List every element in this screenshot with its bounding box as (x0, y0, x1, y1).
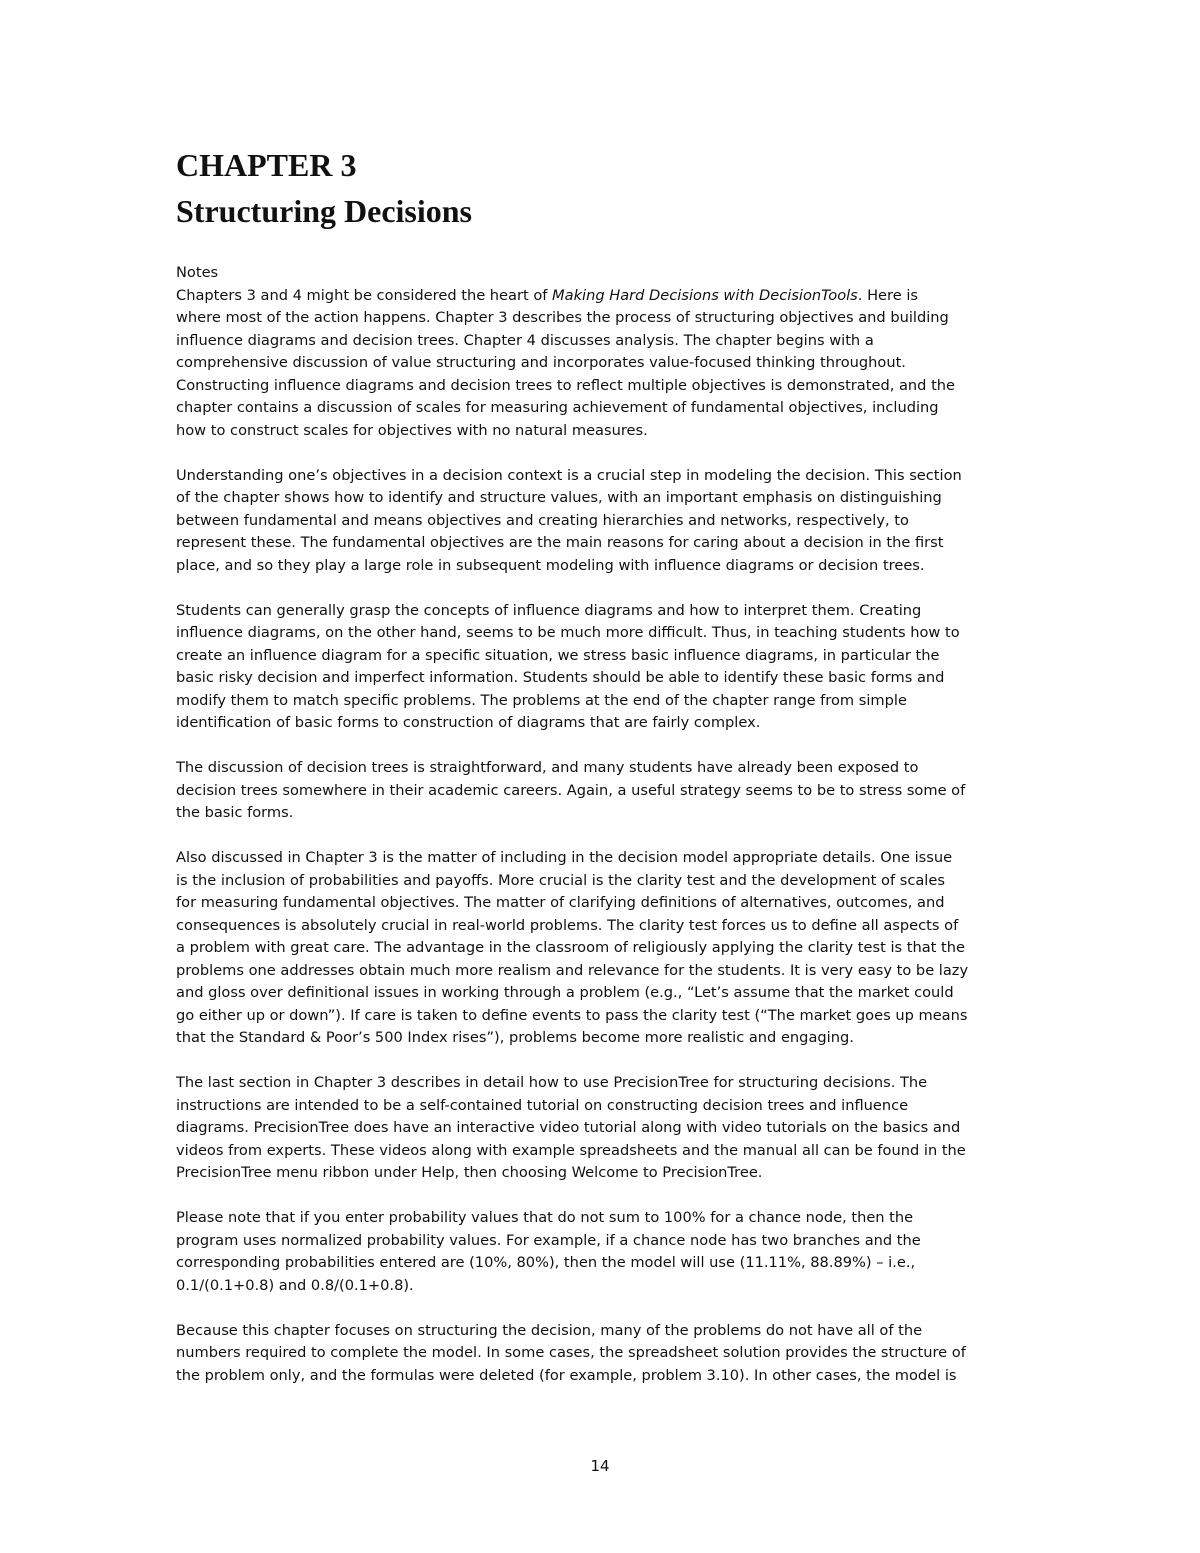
chapter-heading (176, 142, 472, 234)
text-line: diagrams. PrecisionTree does have an interactive video tutorial along with video tutorials on the basics and (176, 1119, 961, 1136)
chapter-title: Structuring Decisions (176, 193, 472, 229)
text-line: how to construct scales for objectives with no natural measures. (176, 421, 648, 439)
paragraph (176, 1072, 1036, 1185)
text-line: place, and so they play a large role in subsequent modeling with influence diagrams or decision trees. (176, 556, 925, 574)
chapter-number: CHAPTER 3 (176, 147, 357, 183)
paragraph-gap (176, 1050, 1036, 1073)
text-line: 0.1/(0.1+0.8) and 0.8/(0.1+0.8). (176, 1276, 414, 1294)
text-line: basic risky decision and imperfect information. Students should be able to identify these basic forms and (176, 669, 945, 686)
text-line: between fundamental and means objectives and creating hierarchies and networks, respectively, to (176, 511, 909, 529)
text-line: The discussion of decision trees is straightforward, and many students have already been exposed to (176, 759, 919, 776)
text-line: influence diagrams, on the other hand, seems to be much more difficult. Thus, in teaching students how to (176, 624, 960, 641)
paragraph-gap (176, 1185, 1036, 1208)
page-number: 14 (590, 1457, 610, 1475)
text-line: create an influence diagram for a specific situation, we stress basic influence diagrams, in particular the (176, 646, 940, 664)
text-segment: . Here is (857, 286, 918, 304)
paragraph-gap (176, 825, 1036, 848)
text-line: corresponding probabilities entered are (10%, 80%), then the model will use (11.11%, 88.89%) – i.e., (176, 1254, 916, 1271)
book-title-italic: Making Hard Decisions with DecisionTools (552, 286, 858, 304)
text-line: PrecisionTree menu ribbon under Help, then choosing Welcome to PrecisionTree. (176, 1164, 763, 1181)
text-line: influence diagrams and decision trees. Chapter 4 discusses analysis. The chapter begins with a (176, 331, 874, 349)
text-line: the problem only, and the formulas were deleted (for example, problem 3.10). In other cases, the model is (176, 1366, 957, 1384)
paragraph (176, 465, 1036, 578)
paragraph-list (176, 285, 1036, 1388)
paragraph (176, 847, 1036, 1050)
text-line: is the inclusion of probabilities and payoffs. More crucial is the clarity test and the development of scales (176, 871, 945, 889)
text-line: the basic forms. (176, 804, 294, 821)
text-line: consequences is absolutely crucial in real-world problems. The clarity test forces us to define all aspects of (176, 916, 959, 934)
text-line: Constructing influence diagrams and decision trees to reflect multiple objectives is demonstrated, and the (176, 376, 956, 394)
text-line: a problem with great care. The advantage in the classroom of religiously applying the clarity test is that the (176, 939, 965, 956)
text-line: chapter contains a discussion of scales for measuring achievement of fundamental objectives, including (176, 399, 939, 416)
paragraph (176, 1207, 1036, 1297)
text-line: go either up or down”). If care is taken to define events to pass the clarity test (“The market goes up means (176, 1006, 968, 1024)
paragraph-gap (176, 577, 1036, 600)
notes-label: Notes (176, 264, 219, 281)
text-line: Students can generally grasp the concepts of influence diagrams and how to interpret them. Creating (176, 601, 922, 619)
paragraph (176, 285, 1036, 443)
text-line: where most of the action happens. Chapter 3 describes the process of structuring objectives and building (176, 309, 949, 326)
text-line: Understanding one’s objectives in a decision context is a crucial step in modeling the decision. This section (176, 466, 962, 484)
text-line: identification of basic forms to construction of diagrams that are fairly complex. (176, 714, 761, 731)
text-line: and gloss over definitional issues in working through a problem (e.g., “Let’s assume that the market could (176, 984, 954, 1001)
text-line: problems one addresses obtain much more realism and relevance for the students. It is very easy to be lazy (176, 961, 969, 979)
text-line: numbers required to complete the model. In some cases, the spreadsheet solution provides the structure of (176, 1344, 966, 1361)
text-line: decision trees somewhere in their academic careers. Again, a useful strategy seems to be to stress some of (176, 781, 966, 799)
text-line: comprehensive discussion of value structuring and incorporates value-focused thinking throughout. (176, 354, 906, 371)
text-line: of the chapter shows how to identify and structure values, with an important emphasis on distinguishing (176, 489, 942, 506)
text-line: Also discussed in Chapter 3 is the matter of including in the decision model appropriate details. One issue (176, 849, 953, 866)
chapter-body (176, 262, 1036, 1387)
paragraph (176, 757, 1036, 825)
text-line: instructions are intended to be a self-contained tutorial on constructing decision trees and influence (176, 1096, 909, 1114)
paragraph-gap (176, 442, 1036, 465)
text-line: represent these. The fundamental objectives are the main reasons for caring about a decision in the first (176, 534, 944, 551)
text-line (176, 285, 1036, 308)
text-line: program uses normalized probability values. For example, if a chance node has two branches and the (176, 1231, 921, 1249)
text-line: The last section in Chapter 3 describes in detail how to use PrecisionTree for structuring decisions. The (176, 1074, 928, 1091)
paragraph (176, 1320, 1036, 1388)
text-segment: Chapters 3 and 4 might be considered the heart of (176, 286, 553, 304)
text-line: that the Standard & Poor’s 500 Index rises”), problems become more realistic and engaging. (176, 1029, 854, 1046)
text-line: Because this chapter focuses on structuring the decision, many of the problems do not have all of the (176, 1321, 923, 1339)
text-line: for measuring fundamental objectives. The matter of clarifying definitions of alternatives, outcomes, and (176, 894, 945, 911)
text-line: Please note that if you enter probability values that do not sum to 100% for a chance node, then the (176, 1209, 914, 1226)
text-line: modify them to match specific problems. The problems at the end of the chapter range from simple (176, 691, 907, 709)
text-line: videos from experts. These videos along with example spreadsheets and the manual all can be found in the (176, 1141, 966, 1159)
paragraph-gap (176, 735, 1036, 758)
paragraph (176, 600, 1036, 735)
paragraph-gap (176, 1297, 1036, 1320)
